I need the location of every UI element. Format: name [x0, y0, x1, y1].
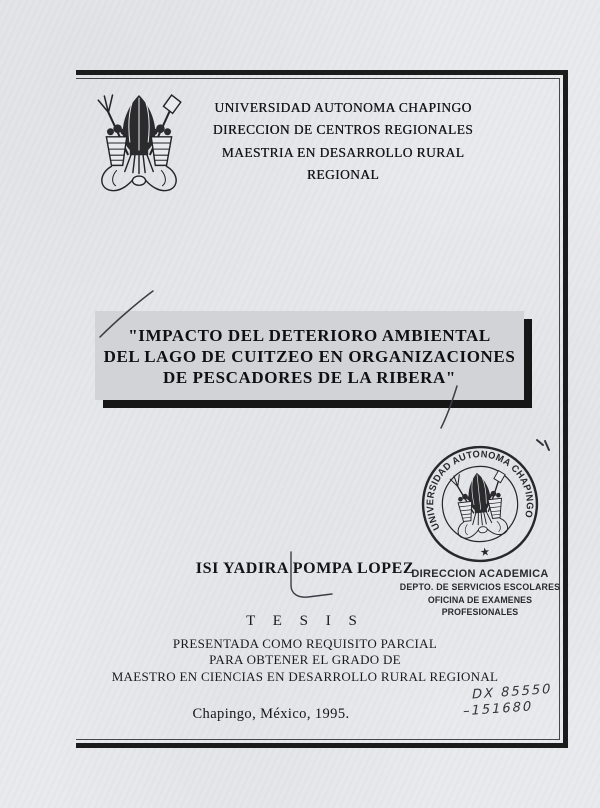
stamp-office-line-1: DIRECCION ACADEMICA — [411, 568, 549, 580]
stamp-office-line-2: DEPTO. DE SERVICIOS ESCOLARES — [399, 582, 561, 592]
stamp-office-line-3: OFICINA DE EXAMENES PROFESIONALES — [427, 594, 533, 617]
institution-program: MAESTRIA EN DESARROLLO RURAL REGIONAL — [221, 144, 465, 183]
stamp-ring-text: UNIVERSIDAD AUTONOMA CHAPINGO — [425, 449, 535, 532]
institution-name: UNIVERSIDAD AUTONOMA CHAPINGO — [214, 100, 472, 115]
thesis-title-line-3: DE PESCADORES DE LA RIBERA" — [163, 367, 456, 387]
thesis-word: T E S I S — [246, 613, 364, 629]
author-name: ISI YADIRA POMPA LOPEZ — [195, 560, 415, 577]
thesis-title-line-1: "IMPACTO DEL DETERIORO AMBIENTAL — [128, 326, 491, 345]
stamp-star-icon: ★ — [479, 545, 491, 560]
degree-line-3: MAESTRO EN CIENCIAS EN DESARROLLO RURAL REGIONAL — [111, 668, 499, 684]
institution-direction: DIRECCION DE CENTROS REGIONALES — [212, 122, 474, 138]
institution-header — [186, 97, 500, 187]
catalog-number-line-1: DX 85550 — [472, 681, 553, 703]
degree-line-2: PARA OBTENER EL GRADO DE — [209, 652, 401, 668]
place-date: Chapingo, México, 1995. — [192, 706, 350, 722]
degree-statement — [85, 636, 525, 685]
degree-line-1: PRESENTADA COMO REQUISITO PARCIAL — [172, 636, 438, 651]
university-logo — [86, 90, 192, 200]
catalog-number-line-2: –151680 — [463, 699, 534, 720]
thesis-title-box — [95, 311, 524, 400]
seal-stamp — [413, 437, 547, 571]
stamp-emblem — [450, 470, 512, 539]
thesis-title-line-2: DEL LAGO DE CUITZEO EN ORGANIZACIONES — [103, 346, 516, 366]
